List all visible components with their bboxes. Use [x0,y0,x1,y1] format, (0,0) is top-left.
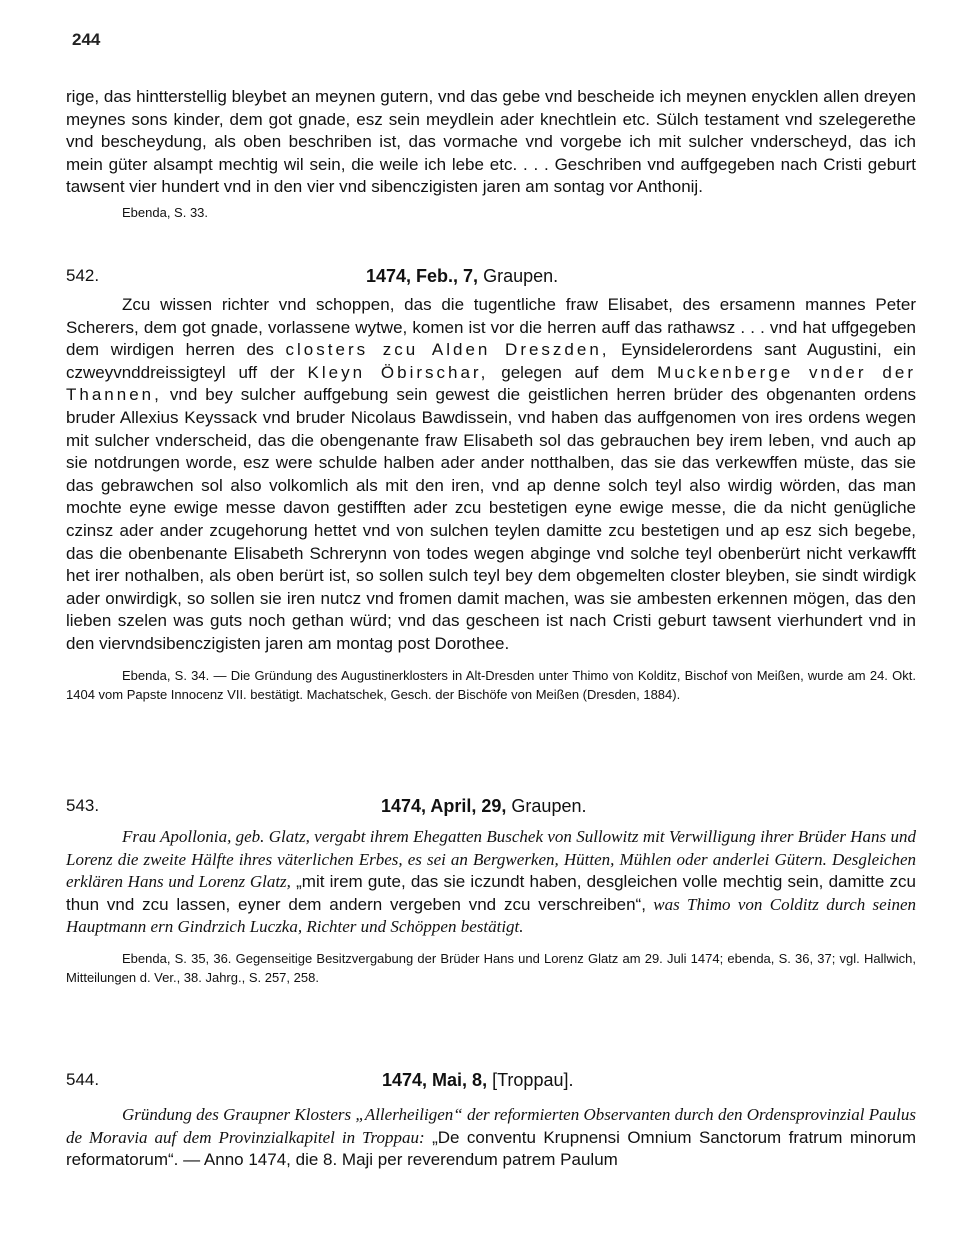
previous-entry-citation: Ebenda, S. 33. [122,204,209,220]
entry-date-value: 1474, Mai, 8, [382,1070,488,1090]
italic-text: Gründung des Graupner Klosters „Allerheiligen“ der reformierten Observanten durch den Ordensprovinzial Paulus de Moravia auf dem Provinzialkapitel in Troppau: [66,1105,916,1147]
previous-entry-text: rige, das hintterstellig bleybet an meynen gutern, vnd das gebe vnd bescheide ich meynen enycklen allen dreyen meynes sons kinder, dem got gnade, esz sein meydlein ader knechtlein etc. Sülch testament vnd szelegerethe vnd bescheydung, als oben beschriben ist, das vormache vnd vorgebe ich mit sulcher vnderscheyd, das ich mein güter alsampt mechtig wil sein, die weile ich lebe etc. . . . Geschriben vnd auffgegeben nach Cristi geburt tawsent vier hundert vnd in den vier vnd sibenczigisten jaren am sontag vor Anthonij. [66,87,916,197]
text-run: Eynsidelerordens sant Augustini, ein czweyvnddreissigteyl uff der [66,340,917,382]
entry-place: Graupen. [511,796,587,816]
entry-544-body [66,1104,916,1172]
entry-542-text [66,294,916,656]
text-run: „De conventu Krupnensi Omnium Sanctorum fratrum minorum reformatorum“. — Anno 1474, die 8. Maji per reverendum patrem Paulum [66,1127,916,1170]
italic-text: Frau Apollonia, geb. Glatz, vergabt ihrem Ehegatten Buschek von Sullowitz mit Verwilligung ihrer Brüder Hans und Lorenz die zweite Hälfte ihres väterlichen Erbes, es sei an Bergwerken, Hütten, Mühlen oder anderlei Gütern. Desgleichen erklären Hans und Lorenz Glatz, [66,827,916,892]
spaced-text: Muckenberge vnder der Thannen, [66,362,917,405]
entry-date [381,796,586,817]
entry-place: Graupen. [483,266,559,286]
spaced-text: Kleyn Öbirschar, [307,362,489,382]
entry-number: 542. [66,266,100,285]
entry-544-text [66,1104,916,1172]
entry-542-citation: Ebenda, S. 34. — Die Gründung des Augustinerklosters in Alt-Dresden unter Thimo von Kolditz, Bischof von Meißen, wurde am 24. Okt. 1404 vom Papste Innocenz VII. bestätigt. Machatschek, Gesch. der Bischöfe von Meißen (Dresden, 1884). [66,667,916,702]
entry-place: [Troppau]. [492,1070,574,1090]
text-run: gelegen auf dem [488,362,658,382]
entry-543-body [66,826,916,987]
entry-543-heading [66,796,916,822]
page-number: 244 [72,30,101,49]
entry-number: 544. [66,1070,100,1089]
entry-date [366,266,558,287]
entry-542-heading [66,266,916,292]
entry-date-value: 1474, April, 29, [381,796,507,816]
text-run: vnd bey sulcher auffgebung sein gewest die geistlichen herren brüder des obgenanten ordens bruder Allexius Keyssack vnd bruder Nicolaus Bawdissein, vnd haben das auffgenomen von ires ordens wegen mit sulcher vnderscheid, das die obengenante fraw Elisabeth sol das gebrauchen bey irem leben, vnd auch ap sie notdrungen worde, esz were schulde halben ader ander notthalben, das sie das verkewffen müste, das sie das gebrawchen sol also volkomlich als mit den iren, vnd ap denne solch teyl also wirdig wörden, das man mochte eyne ewige messe davon gestifften ader zcu bestetigen eyne ewige messe, die da nicht genügliche czinsz ader ander zcugehorung hettet vnd von sulchen teylen damitte zcu bestetigen und ap esz sich begebe, das die obenbenante Elisabeth Schrerynn von todes wegen abginge vnd solche teyl obenberürt nicht verkawfft het irer nothalben, als oben berürt ist, so sollen sulch teyl bey dem obgemelten closter bleyben, sie sindt wirdigk ader onwirdigk, so sollen sie iren nutcz vnd fromen damit machen, was sie ambesten erkennen mögen, das den lieben szelen was guts noch gethan würd; vnd das gescheen ist nach Cristi geburt tawsent vierhundert vnd in den viervndsibenczigisten jaren am montag post Dorothee. [66,385,916,653]
italic-text: was Thimo von Colditz durch seinen Hauptmann ern Gindrzich Luczka, Richter und Schöppen bestätigt. [66,894,916,937]
text-run: Zcu wissen richter vnd schoppen, das die tugentliche fraw Elisabet, des ersamenn mannes Peter Scherers, dem got gnade, vorlassene wytwe, komen ist vor die herren auff das rathawsz . . . vnd hat uffgegeben dem wirdigen herren des [66,295,916,360]
entry-date [382,1070,573,1091]
entry-542-body [66,294,916,704]
text-run: „mit irem gute, das sie iczundt haben, desgleichen volle mechtig sein, damitte zcu thun vnd zcu lassen, eyner dem andern vergeben vnd zcu verschreiben“, [66,872,916,914]
entry-date-value: 1474, Feb., 7, [366,266,479,286]
entry-543-text [66,826,916,939]
entry-number: 543. [66,796,100,815]
spaced-text: closters zcu Alden Dreszden, [285,340,610,360]
entry-543-citation: Ebenda, S. 35, 36. Gegenseitige Besitzvergabung der Brüder Hans und Lorenz Glatz am 29. Juli 1474; ebenda, S. 36, 37; vgl. Hallwich, Mitteilungen d. Ver., 38. Jahrg., S. 257, 258. [66,950,916,985]
previous-entry-continuation [66,86,916,222]
entry-544-heading [66,1070,916,1096]
